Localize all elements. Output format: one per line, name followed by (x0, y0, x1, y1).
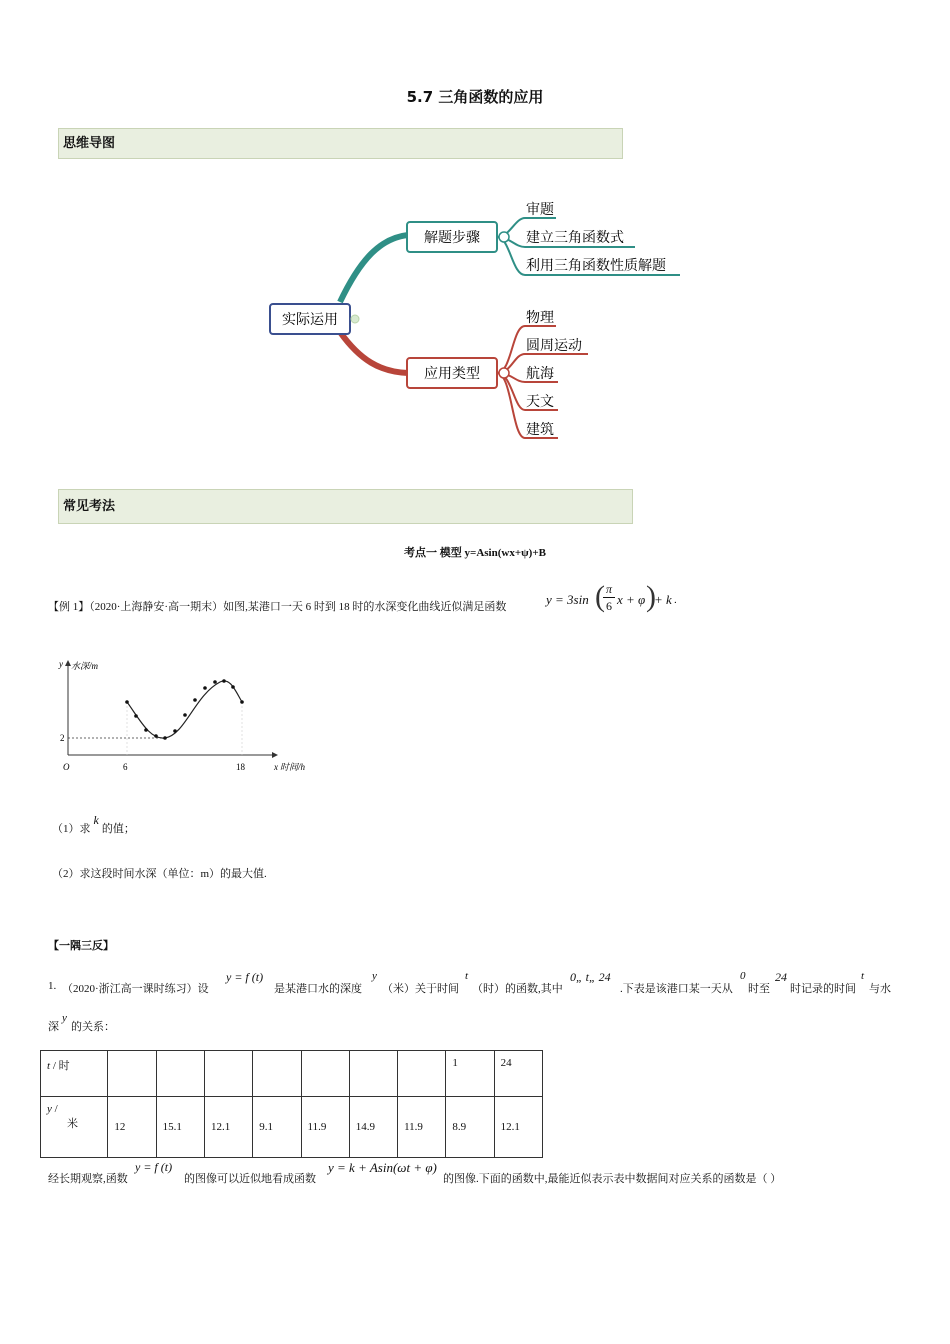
mindmap-leaf: 建筑 (526, 422, 554, 438)
table-cell (204, 1051, 252, 1097)
problem-1-line-2 (48, 1010, 248, 1032)
data-point (125, 700, 129, 704)
table-cell: 12.1 (494, 1097, 542, 1158)
problem-number: 1. (48, 980, 57, 992)
problem-text: （时）的函数,其中 (472, 983, 563, 995)
table-cell: 12.1 (204, 1097, 252, 1158)
water-depth-graph (55, 655, 325, 780)
problem-text: （米）关于时间 (382, 983, 459, 995)
problem-text: 时记录的时间 (790, 983, 856, 995)
mindmap-leaf: 利用三角函数性质解题 (526, 258, 666, 274)
data-point (203, 686, 207, 690)
formula-mid: x + φ (617, 592, 646, 607)
zero: 0 (740, 970, 746, 982)
table-cell: 9.1 (253, 1097, 301, 1158)
section-header-label: 思维导图 (63, 136, 116, 151)
problem-text: 的关系： (71, 1021, 115, 1033)
section-header-label: 常见考法 (63, 499, 116, 514)
table-cell: 12 (108, 1097, 156, 1158)
problem-text: 经长期观察,函数 (48, 1173, 128, 1185)
problem-text: 与水 (869, 983, 891, 995)
formula-paren-right: ) (646, 580, 656, 613)
table-row-depth (41, 1097, 543, 1158)
y-axis-label: 水深/m (71, 661, 99, 671)
table-cell: 11.9 (301, 1097, 349, 1158)
mindmap-branch-dot (499, 368, 509, 378)
var-y: y (372, 970, 377, 982)
problem-text: .下表是该港口某一天从 (620, 983, 733, 995)
depth-points (125, 679, 244, 740)
problem-text: 是某港口水的深度 (274, 983, 362, 995)
data-point (231, 685, 235, 689)
data-point (222, 679, 226, 683)
data-point (173, 729, 177, 733)
question-2: （2）求这段时间水深（单位：m）的最大值. (52, 868, 267, 880)
problem-text: 的图像可以近似地看成函数 (184, 1173, 316, 1185)
x-tick-18: 18 (236, 762, 245, 772)
table-cell (301, 1051, 349, 1097)
data-point (154, 734, 158, 738)
question-1-var: k (93, 813, 99, 827)
formula-f: y = f (t) (226, 970, 264, 984)
table-row-time (41, 1051, 543, 1097)
table-cell: 8.9 (446, 1097, 494, 1158)
question-1 (52, 813, 135, 836)
mindmap-connector-types (340, 332, 408, 373)
formula-model: y = k + Asin(ωt + φ) (328, 1160, 437, 1175)
depth-curve (127, 681, 242, 738)
header-unit: / 时 (52, 1060, 70, 1072)
y-tick-2: 2 (60, 733, 65, 743)
data-point (240, 700, 244, 704)
table-cell (349, 1051, 397, 1097)
problem-1-line-1 (48, 968, 898, 998)
mindmap-leaf: 航海 (526, 366, 554, 382)
formula-frac-den: 6 (606, 599, 612, 613)
table-cell: 24 (494, 1051, 542, 1097)
formula-paren-left: ( (595, 580, 605, 613)
table-cell: 1 (446, 1051, 494, 1097)
mindmap-leaf: 天文 (526, 394, 554, 410)
problem-source: （2020·浙江高一课时练习）设 (62, 983, 209, 995)
formula-lhs: y = 3sin (546, 592, 589, 607)
depth-table (40, 1050, 543, 1158)
question-1-prefix: （1）求 (52, 823, 91, 835)
data-point (213, 680, 217, 684)
range: 0„ t„ 24 (570, 970, 611, 984)
mindmap-leaf: 圆周运动 (526, 338, 582, 354)
mindmap-branch-steps-label: 解题步骤 (424, 230, 480, 246)
data-point (193, 698, 197, 702)
mindmap-branch-dot (499, 232, 509, 242)
data-point (144, 728, 148, 732)
page-title: 5.7 三角函数的应用 (406, 88, 544, 106)
var-y: y (62, 1012, 67, 1024)
header-var: y (47, 1103, 52, 1115)
table-cell: 15.1 (156, 1097, 204, 1158)
problem-text: 的图像.下面的函数中,最能近似表示表中数据间对应关系的函数是（ ） (443, 1173, 782, 1185)
header-unit: / (54, 1103, 58, 1115)
question-1-suffix: 的值； (101, 823, 135, 835)
header-unit-2: 米 (67, 1118, 78, 1130)
kaodian-heading: 考点一 模型 y=Asin(wx+ψ)+B (404, 547, 546, 559)
mind-map (260, 190, 700, 450)
table-cell: 11.9 (398, 1097, 446, 1158)
table-cell: 14.9 (349, 1097, 397, 1158)
mindmap-root-label: 实际运用 (282, 312, 338, 328)
table-cell (253, 1051, 301, 1097)
formula-end: . (674, 594, 677, 606)
val-24: 24 (775, 970, 787, 984)
problem-text: 时至 (748, 983, 770, 995)
mindmap-root-dot (351, 315, 359, 323)
problem-text: 深 (48, 1021, 59, 1033)
problem-1-last-line (48, 1158, 898, 1186)
yiyu-heading: 【一隅三反】 (48, 940, 114, 952)
table-header-cell (41, 1051, 108, 1097)
mindmap-leaf: 物理 (526, 310, 554, 326)
formula-frac-num: π (605, 582, 612, 596)
origin-label: O (63, 762, 70, 772)
mindmap-leaf: 建立三角函数式 (526, 230, 624, 246)
example-1-text: 【例 1】（2020·上海静安·高一期末）如图,某港口一天 6 时到 18 时的水深变化曲线近似满足函数 (48, 601, 507, 613)
table-header-cell (41, 1097, 108, 1158)
section-header-mindmap (58, 128, 623, 159)
mindmap-connector-steps (340, 235, 410, 302)
formula-tail: + k (654, 592, 672, 607)
formula-frac-bar (603, 597, 615, 598)
data-point (134, 714, 138, 718)
formula-f: y = f (t) (135, 1160, 173, 1174)
data-point (163, 736, 167, 740)
x-tick-6: 6 (123, 762, 128, 772)
table-cell (156, 1051, 204, 1097)
section-header-methods (58, 489, 633, 524)
table-cell (108, 1051, 156, 1097)
x-axis-var: x (274, 762, 278, 772)
table-cell (398, 1051, 446, 1097)
header-var: t (47, 1060, 51, 1072)
var-t: t (465, 970, 469, 982)
x-axis-label: 时间/h (280, 762, 306, 772)
data-point (183, 713, 187, 717)
mindmap-leaf: 审题 (526, 202, 554, 218)
var-t: t (861, 970, 865, 982)
y-axis-var: y (59, 659, 63, 669)
mindmap-branch-types-label: 应用类型 (424, 366, 480, 382)
